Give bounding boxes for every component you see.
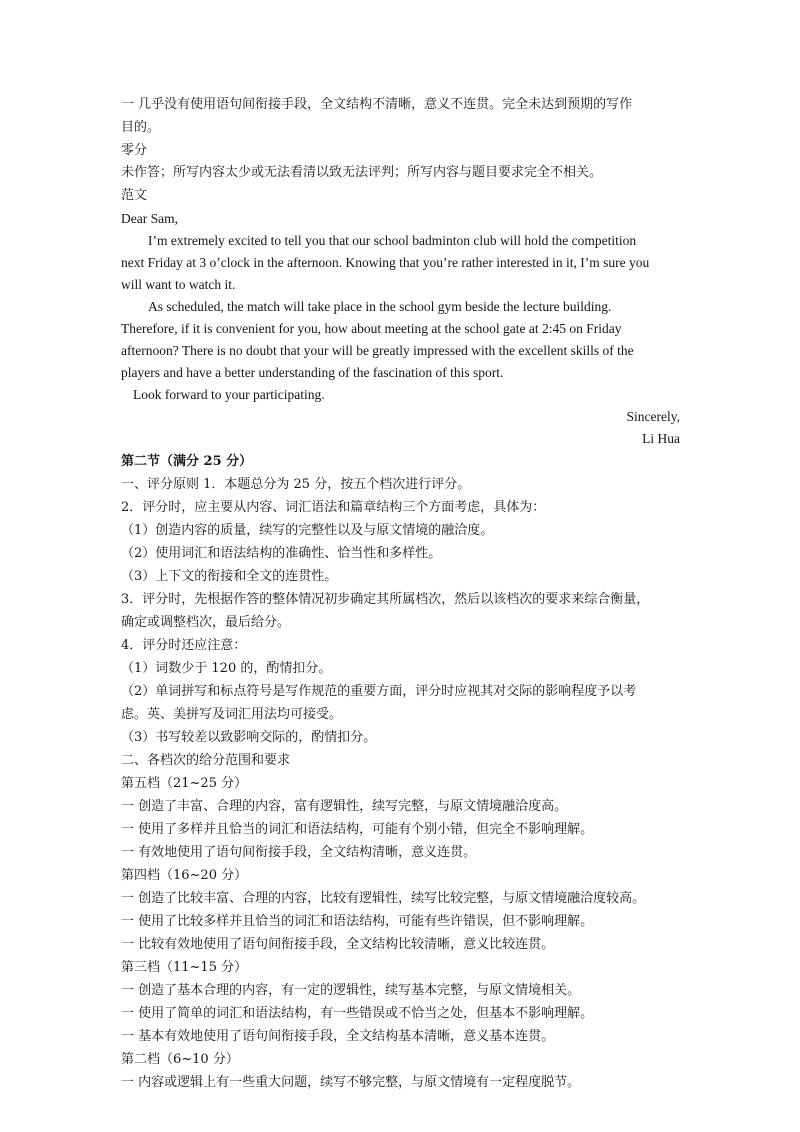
band-title: 第五档（21~25 分）	[121, 776, 248, 791]
text-line: （1）词数少于 120 的，酌情扣分。	[121, 661, 332, 676]
text-line: （3）书写较差以致影响交际的，酌情扣分。	[121, 730, 377, 745]
text-line: （2）单词拼写和标点符号是写作规范的重要方面，评分时应视其对交际的影响程度予以考	[121, 684, 637, 699]
letter-line: next Friday at 3 o’clock in the afternoon. Knowing that you’re rather interested in it, I’m sure you	[121, 255, 650, 270]
letter-greeting: Dear Sam,	[121, 211, 178, 226]
letter-signature: Li Hua	[642, 431, 680, 446]
letter-line: afternoon? There is no doubt that your will be greatly impressed with the excellent skills of the	[121, 343, 634, 358]
text-line: 2．评分时，应主要从内容、词汇语法和篇章结构三个方面考虑，具体为：	[121, 500, 546, 515]
text-line: 4．评分时还应注意：	[121, 638, 247, 653]
letter-line: players and have a better understanding of the fascination of this sport.	[121, 365, 504, 380]
band-item: 一 创造了基本合理的内容，有一定的逻辑性，续写基本完整，与原文情境相关。	[121, 983, 581, 998]
band-item: 一 创造了比较丰富、合理的内容，比较有逻辑性，续写比较完整，与原文情境融洽度较高。	[121, 891, 646, 906]
text-line: 3．评分时，先根据作答的整体情况初步确定其所属档次，然后以该档次的要求来综合衡量，	[121, 592, 650, 607]
band-item: 一 有效地使用了语句间衔接手段，全文结构清晰，意义连贯。	[121, 845, 477, 860]
section-title-sample: 范文	[121, 188, 148, 203]
letter-line: I’m extremely excited to tell you that our school badminton club will hold the competition	[148, 233, 637, 248]
text-line: 确定或调整档次，最后给分。	[121, 615, 291, 630]
text-line: （1）创造内容的质量，续写的完整性以及与原文情境的融洽度。	[121, 523, 494, 538]
text-line: （3）上下文的衔接和全文的连贯性。	[121, 569, 338, 584]
band-item: 一 使用了比较多样并且恰当的词汇和语法结构，可能有些许错误，但不影响理解。	[121, 914, 594, 929]
letter-line: Therefore, if it is convenient for you, how about meeting at the school gate at 2:45 on Friday	[121, 321, 622, 336]
text-line: 一、评分原则 1．本题总分为 25 分，按五个档次进行评分。	[121, 477, 471, 492]
letter-sign-off: Sincerely,	[626, 409, 680, 424]
band-title: 第四档（16~20 分）	[121, 868, 248, 883]
text-line: 二、各档次的给分范围和要求	[121, 753, 291, 768]
letter-closing-line: Look forward to your participating.	[133, 387, 325, 402]
text-line: 虑。英、美拼写及词汇用法均可接受。	[121, 707, 343, 722]
band-item: 一 使用了简单的词汇和语法结构，有一些错误或不恰当之处，但基本不影响理解。	[121, 1006, 594, 1021]
letter-line: will want to watch it.	[121, 277, 236, 292]
band-title: 第三档（11~15 分）	[121, 960, 248, 975]
text-line: 未作答；所写内容太少或无法看清以致无法评判；所写内容与题目要求完全不相关。	[121, 165, 603, 180]
text-line: 目的。	[121, 120, 161, 135]
section-heading: 第二节（满分 25 分）	[121, 454, 253, 469]
letter-line: As scheduled, the match will take place in the school gym beside the lecture building.	[148, 299, 612, 314]
band-title: 第二档（6~10 分）	[121, 1052, 239, 1067]
band-item: 一 基本有效地使用了语句间衔接手段，全文结构基本清晰，意义基本连贯。	[121, 1029, 555, 1044]
band-item: 一 创造了丰富、合理的内容，富有逻辑性，续写完整，与原文情境融洽度高。	[121, 799, 568, 814]
band-item: 一 比较有效地使用了语句间衔接手段，全文结构比较清晰，意义比较连贯。	[121, 937, 555, 952]
band-item: 一 使用了多样并且恰当的词汇和语法结构，可能有个别小错，但完全不影响理解。	[121, 822, 594, 837]
section-title-zero: 零分	[121, 143, 148, 158]
text-line: 一 几乎没有使用语句间衔接手段，全文结构不清晰，意义不连贯。完全未达到预期的写作	[121, 97, 633, 112]
text-line: （2）使用词汇和语法结构的准确性、恰当性和多样性。	[121, 546, 442, 561]
band-item: 一 内容或逻辑上有一些重大问题，续写不够完整，与原文情境有一定程度脱节。	[121, 1075, 581, 1090]
